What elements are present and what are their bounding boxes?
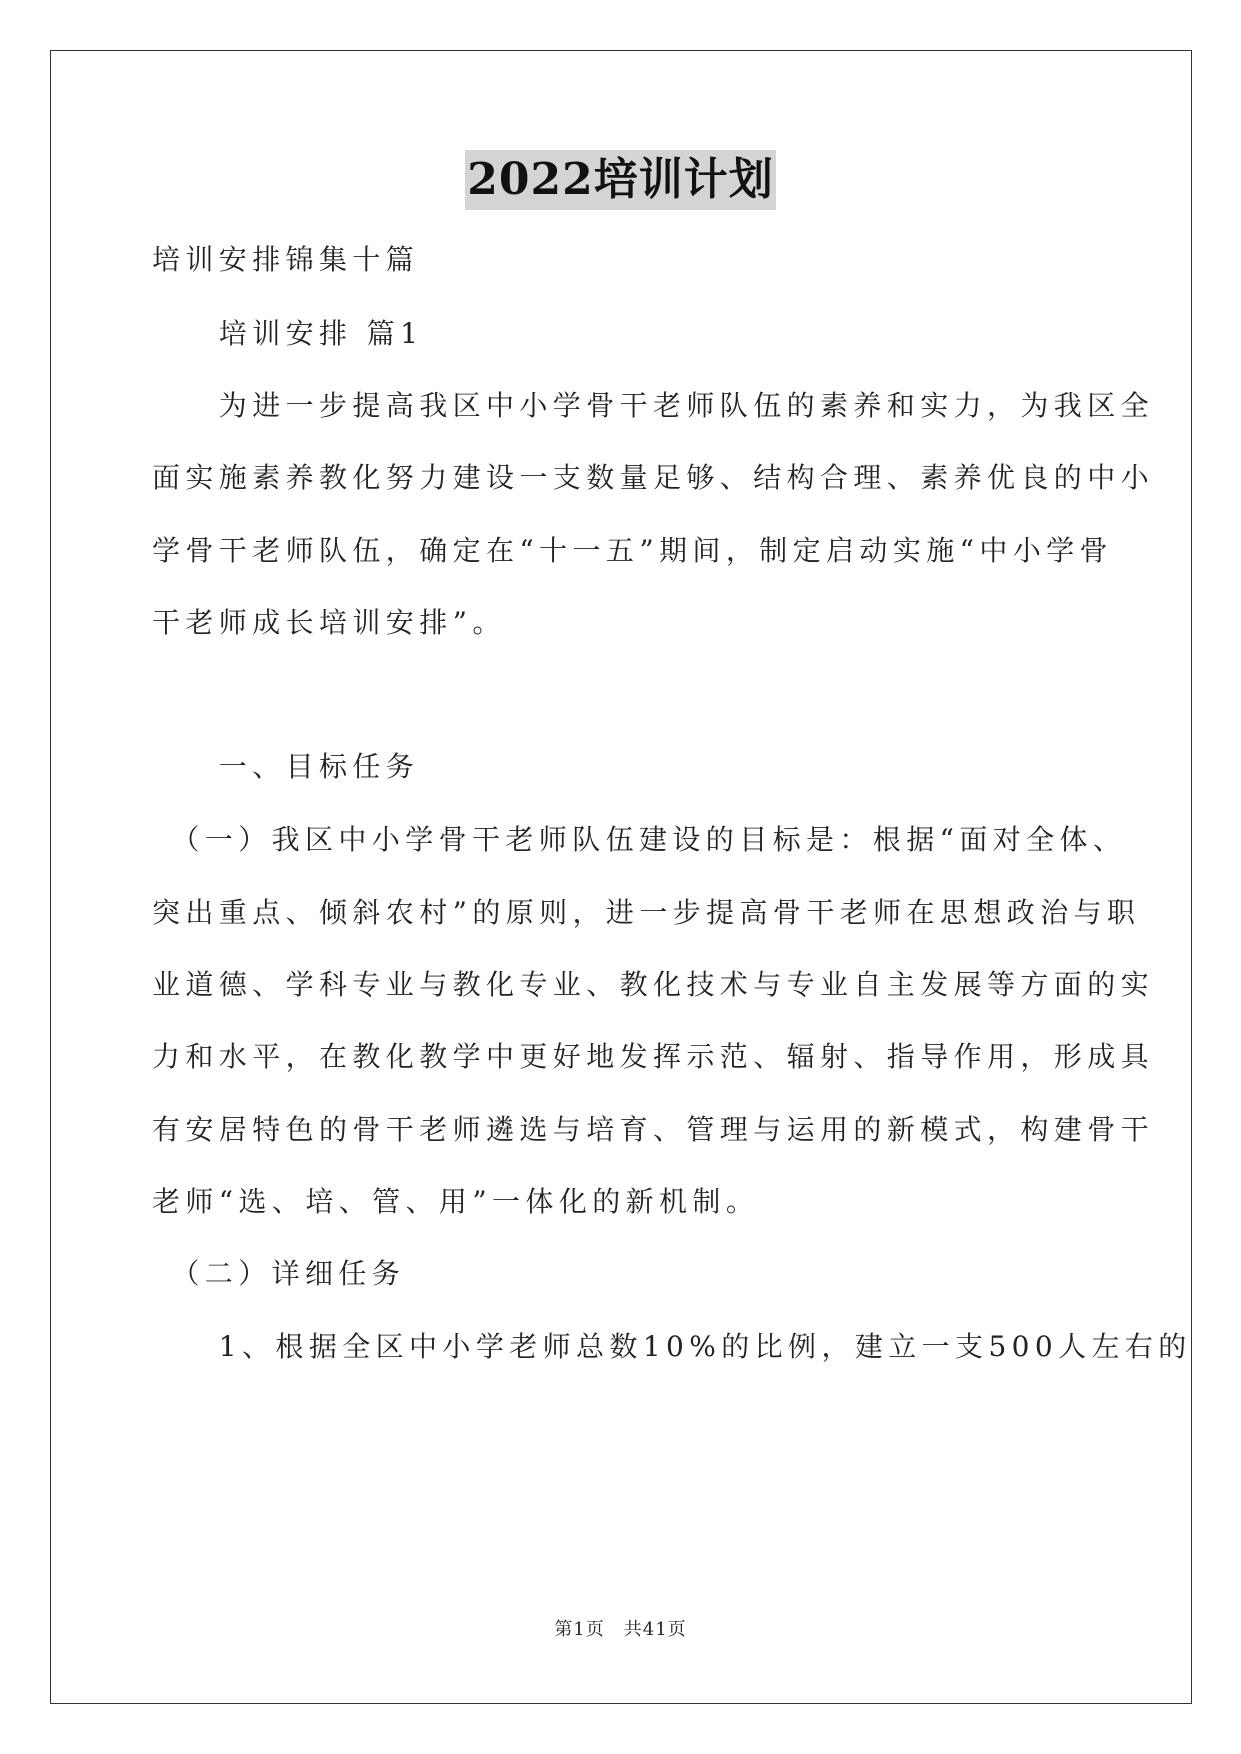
text-line: 为进一步提高我区中小学骨干老师队伍的素养和实力，为我区全 [152, 389, 1155, 422]
text-line: 学骨干老师队伍，确定在“十一五”期间，制定启动实施“中小学骨 [152, 534, 1113, 567]
text-line: 突出重点、倾斜农村”的原则，进一步提高骨干老师在思想政治与职 [152, 896, 1141, 929]
text-line: （一）我区中小学骨干老师队伍建设的目标是：根据“面对全体、 [152, 823, 1127, 856]
text-line: 老师“选、培、管、用”一体化的新机制。 [152, 1185, 760, 1218]
text-line: 一、目标任务 [152, 750, 420, 783]
text-line: 面实施素养教化努力建设一支数量足够、结构合理、素养优良的中小 [152, 461, 1155, 494]
text-line: （二）详细任务 [152, 1257, 406, 1290]
title-container [0, 150, 1241, 210]
text-line: 培训安排 篇1 [152, 317, 424, 350]
text-line: 培训安排锦集十篇 [152, 243, 420, 276]
page-border [50, 50, 1192, 1704]
text-line: 干老师成长培训安排”。 [152, 606, 506, 639]
text-line: 力和水平，在教化教学中更好地发挥示范、辐射、指导作用，形成具 [152, 1040, 1155, 1073]
text-line: 业道德、学科专业与教化专业、教化技术与专业自主发展等方面的实 [152, 968, 1155, 1001]
document-title: 2022培训计划 [465, 150, 775, 210]
text-line: 有安居特色的骨干老师遴选与培育、管理与运用的新模式，构建骨干 [152, 1113, 1155, 1146]
page-footer: 第1页 共41页 [554, 1619, 687, 1640]
text-line: 1、根据全区中小学老师总数10%的比例，建立一支500人左右的 [152, 1330, 1192, 1363]
